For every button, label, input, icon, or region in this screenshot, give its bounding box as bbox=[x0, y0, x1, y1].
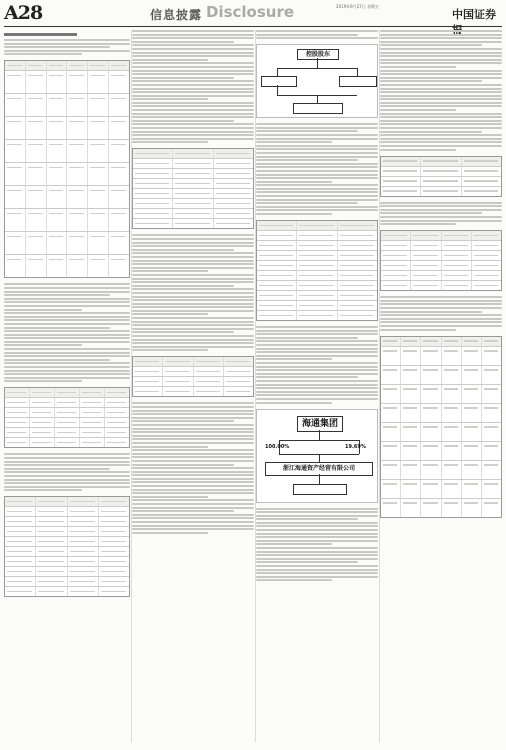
diagram-node bbox=[261, 76, 297, 87]
diagram-node-top: 海通集团 bbox=[297, 416, 343, 432]
header-rule bbox=[4, 26, 502, 27]
column-1 bbox=[4, 30, 130, 742]
data-table bbox=[380, 230, 502, 291]
heading bbox=[4, 33, 77, 36]
text-block bbox=[256, 123, 378, 215]
text-block bbox=[380, 296, 502, 330]
text-block bbox=[380, 30, 502, 151]
text-block bbox=[132, 30, 254, 143]
column-2 bbox=[132, 30, 254, 742]
data-table bbox=[380, 156, 502, 197]
text-block bbox=[4, 453, 130, 491]
equity-structure-diagram bbox=[256, 44, 378, 118]
text-block bbox=[256, 508, 378, 582]
holding-structure-diagram bbox=[256, 409, 378, 503]
text-block bbox=[4, 39, 130, 55]
data-table bbox=[4, 60, 130, 278]
data-table bbox=[4, 496, 130, 597]
newspaper-logo: 中国证券报 bbox=[452, 8, 496, 37]
diagram-node bbox=[339, 76, 377, 87]
text-block bbox=[380, 202, 502, 226]
diagram-node bbox=[293, 103, 343, 114]
masthead bbox=[0, 0, 506, 37]
data-table bbox=[380, 336, 502, 518]
text-block bbox=[132, 402, 254, 533]
diagram-pct: 19.69% bbox=[345, 443, 366, 450]
data-table bbox=[132, 148, 254, 229]
issue-date: 2019年9月27日 星期五 bbox=[336, 4, 380, 9]
page-number: A28 bbox=[4, 2, 43, 24]
diagram-node-top: 控股股东 bbox=[297, 49, 339, 60]
column-4 bbox=[380, 30, 502, 742]
text-block bbox=[132, 234, 254, 351]
column-3 bbox=[256, 30, 378, 742]
data-table bbox=[132, 356, 254, 397]
text-block bbox=[4, 283, 130, 382]
text-block bbox=[256, 30, 378, 39]
diagram-pct: 100.00% bbox=[265, 443, 290, 450]
diagram-node: 浙江海通资产经营有限公司 bbox=[265, 462, 373, 476]
data-table bbox=[4, 387, 130, 448]
data-table bbox=[256, 220, 378, 321]
diagram-node bbox=[293, 484, 347, 495]
section-title-en: Disclosure bbox=[206, 3, 295, 21]
text-block bbox=[256, 326, 378, 403]
section-title: 信息披露 bbox=[150, 8, 203, 22]
